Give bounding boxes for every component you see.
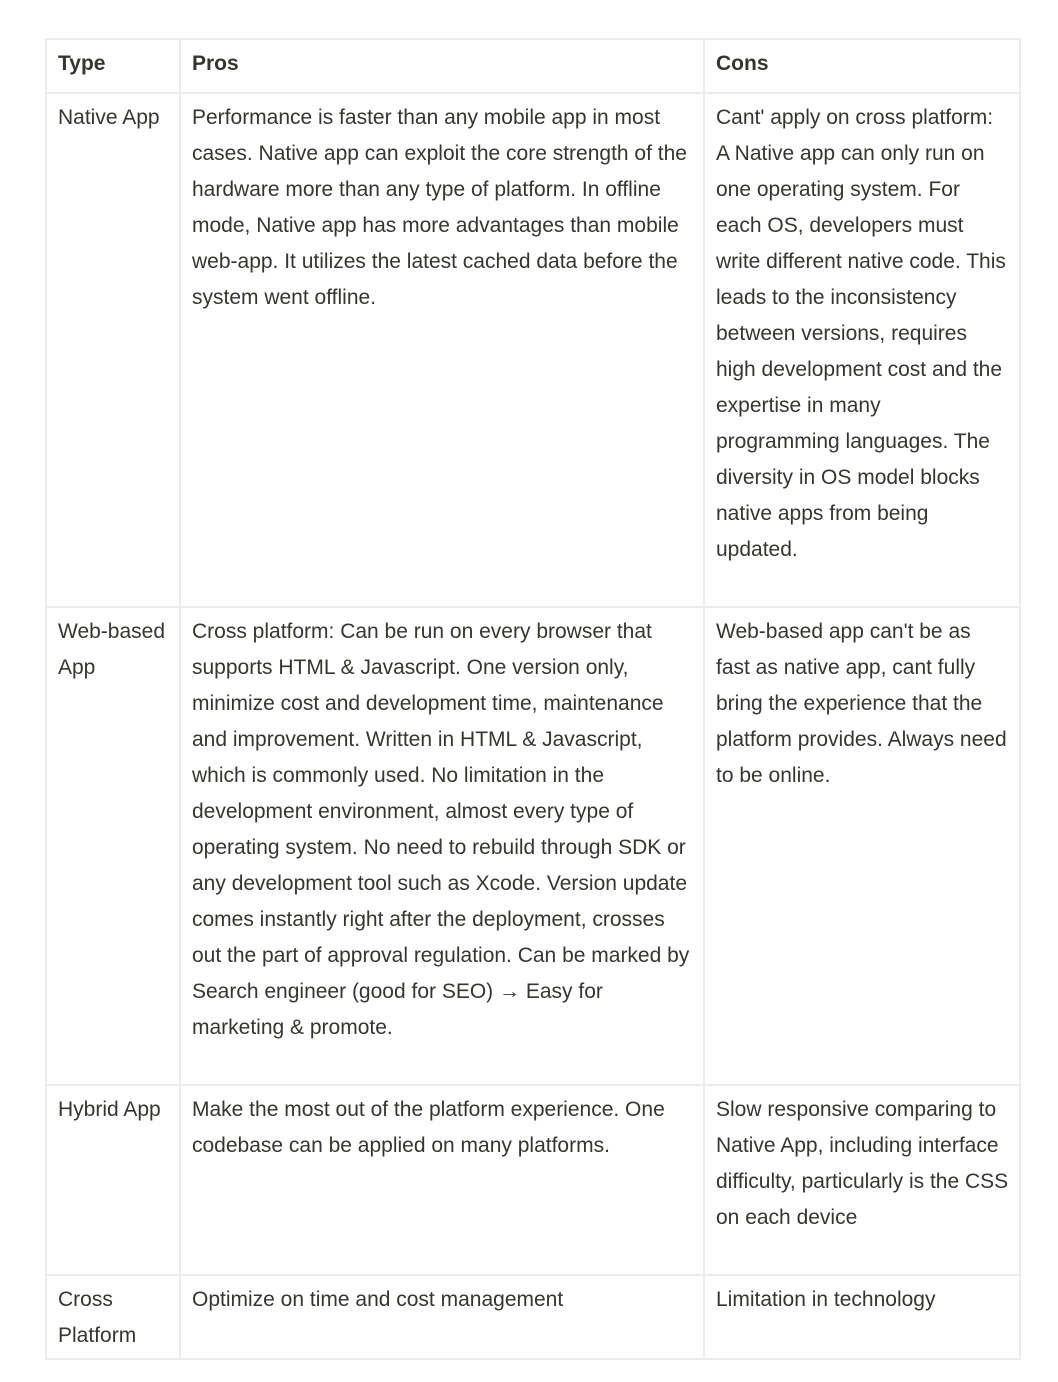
cell-cons: Cant' apply on cross platform: A Native app can only run on one operating system. For each OS, developers must write different native code. This leads to the inconsistency between versions, requires high development cost and the expertise in many programming languages. The diversity in OS model blocks native apps from being updated.	[704, 93, 1020, 607]
cell-cons: Slow responsive comparing to Native App, including interface difficulty, particularly is the CSS on each device	[704, 1085, 1020, 1275]
cell-type: Web-based App	[46, 607, 180, 1085]
cell-pros: Cross platform: Can be run on every browser that supports HTML & Javascript. One version only, minimize cost and development time, maintenance and improvement. Written in HTML & Javascript, which is commonly used. No limitation in the development environment, almost every type of operating system. No need to rebuild through SDK or any development tool such as Xcode. Version update comes instantly right after the deployment, crosses out the part of approval regulation. Can be marked by Search engineer (good for SEO) → Easy for marketing & promote.	[180, 607, 704, 1085]
header-cons: Cons	[704, 39, 1020, 93]
comparison-table	[45, 38, 1021, 1360]
cell-cons: Web-based app can't be as fast as native app, cant fully bring the experience that the platform provides. Always need to be online.	[704, 607, 1020, 1085]
table-row-web-based-app	[46, 607, 1020, 1085]
table-header-row	[46, 39, 1020, 93]
header-pros: Pros	[180, 39, 704, 93]
cell-pros: Optimize on time and cost management	[180, 1275, 704, 1359]
header-type: Type	[46, 39, 180, 93]
cell-cons: Limitation in technology	[704, 1275, 1020, 1359]
cell-type: Cross Platform	[46, 1275, 180, 1359]
cell-type: Hybrid App	[46, 1085, 180, 1275]
cell-pros: Make the most out of the platform experience. One codebase can be applied on many platforms.	[180, 1085, 704, 1275]
cell-pros: Performance is faster than any mobile app in most cases. Native app can exploit the core strength of the hardware more than any type of platform. In offline mode, Native app has more advantages than mobile web-app. It utilizes the latest cached data before the system went offline.	[180, 93, 704, 607]
table-row-cross-platform	[46, 1275, 1020, 1359]
table-row-native-app	[46, 93, 1020, 607]
cell-type: Native App	[46, 93, 180, 607]
table-row-hybrid-app	[46, 1085, 1020, 1275]
